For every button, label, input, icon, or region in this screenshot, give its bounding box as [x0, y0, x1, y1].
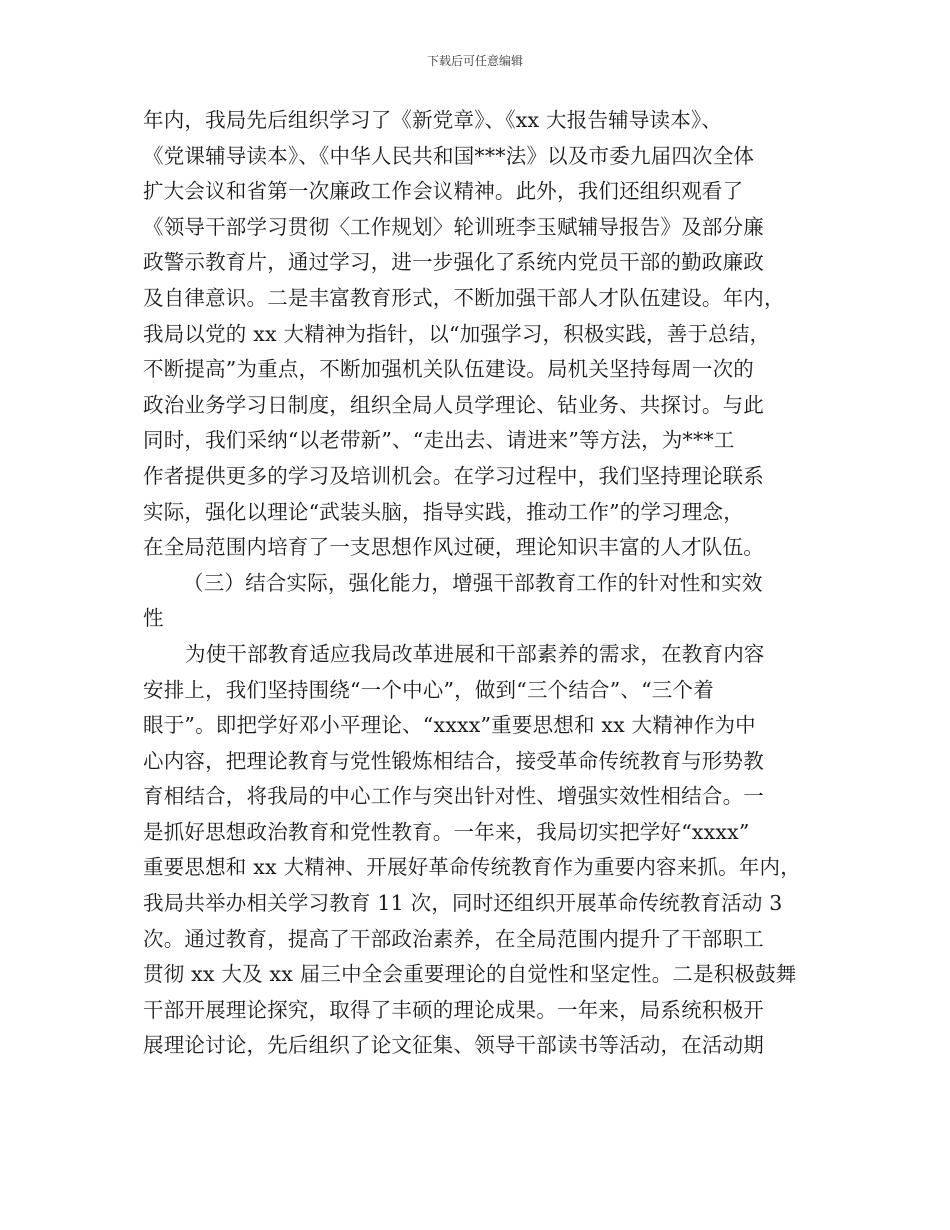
text-line: 重要思想和 xx 大精神、开展好革命传统教育作为重要内容来抓。年内，: [143, 855, 801, 880]
section-heading-continuation: 性: [143, 606, 164, 631]
paragraph-start: 为使干部教育适应我局改革进展和干部素养的需求，在教育内容: [185, 641, 765, 666]
text-line: 实际，强化以理论“武装头脑，指导实践，推动工作”的学习理念，: [143, 499, 744, 524]
text-line: 年内，我局先后组织学习了《新党章》、《xx 大报告辅导读本》、: [143, 108, 723, 132]
text-line: 在全局范围内培育了一支思想作风过硬，理论知识丰富的人才队伍。: [143, 535, 764, 560]
section-heading: （三）结合实际，强化能力，增强干部教育工作的针对性和实效: [183, 570, 763, 595]
text-line: 眼于”。即把学好邓小平理论、“xxxx”重要思想和 xx 大精神作为中: [143, 713, 756, 738]
text-line: 政治业务学习日制度，组织全局人员学理论、钻业务、共探讨。与此: [143, 392, 764, 417]
text-line: 《党课辅导读本》、《中华人民共和国***法》以及市委九届四次全体: [143, 143, 755, 168]
text-line: 心内容，把理论教育与党性锻炼相结合，接受革命传统教育与形势教: [143, 748, 764, 773]
text-line: 作者提供更多的学习及培训机会。在学习过程中，我们坚持理论联系: [143, 463, 764, 488]
text-line: 扩大会议和省第一次廉政工作会议精神。此外，我们还组织观看了: [143, 179, 744, 204]
text-line: 及自律意识。二是丰富教育形式，不断加强干部人才队伍建设。年内，: [143, 285, 785, 310]
text-line: 我局共举办相关学习教育 11 次，同时还组织开展革命传统教育活动 3: [143, 891, 783, 916]
text-line: 育相结合，将我局的中心工作与突出针对性、增强实效性相结合。一: [143, 784, 764, 809]
text-line: 次。通过教育，提高了干部政治素养，在全局范围内提升了干部职工: [143, 926, 764, 951]
text-line: 展理论讨论，先后组织了论文征集、领导干部读书等活动，在活动期: [143, 1033, 764, 1058]
text-line: 我局以党的 xx 大精神为指针，以“加强学习，积极实践，善于总结，: [143, 321, 771, 346]
text-line: 干部开展理论探究，取得了丰硕的理论成果。一年来，局系统积极开: [143, 997, 764, 1022]
document-body: [143, 103, 808, 1064]
text-line: 不断提高”为重点，不断加强机关队伍建设。局机关坚持每周一次的: [143, 357, 754, 382]
text-line: 是抓好思想政治教育和党性教育。一年来，我局切实把学好“xxxx”: [143, 819, 750, 844]
text-line: 同时，我们采纳“以老带新”、“走出去、请进来”等方法，为***工: [143, 428, 735, 453]
text-line: 贯彻 xx 大及 xx 届三中全会重要理论的自觉性和坚定性。二是积极鼓舞: [143, 962, 797, 987]
text-line: 安排上，我们坚持围绕“一个中心”，做到“三个结合”、“三个着: [143, 677, 714, 702]
page-header-note: 下载后可任意编辑: [426, 54, 523, 68]
text-line: 《领导干部学习贯彻〈工作规划〉轮训班李玉赋辅导报告》及部分廉: [143, 214, 764, 239]
text-line: 政警示教育片，通过学习，进一步强化了系统内党员干部的勤政廉政: [143, 250, 764, 275]
